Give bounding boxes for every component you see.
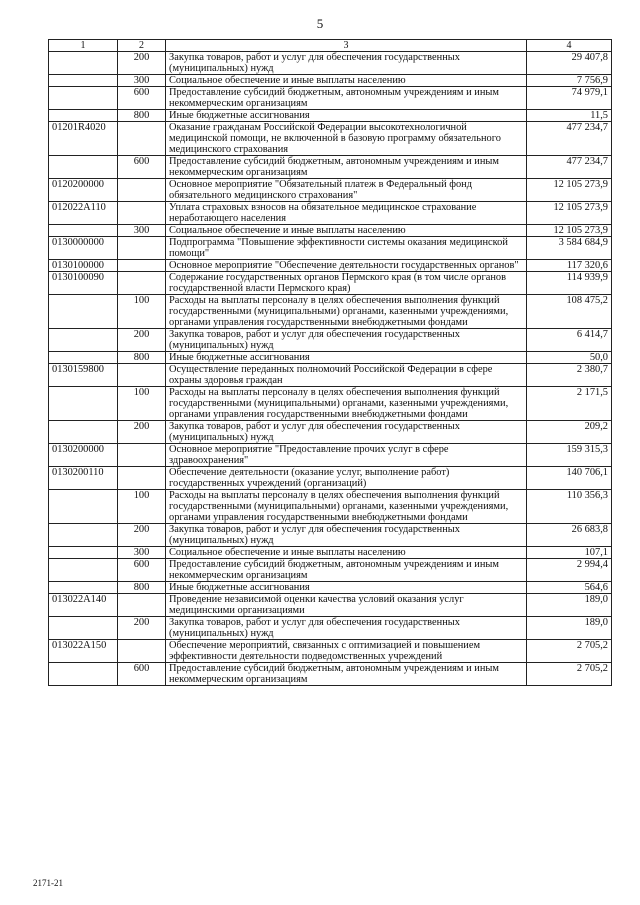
table-row	[49, 179, 612, 202]
table-row	[49, 156, 612, 179]
cell-description: Обеспечение деятельности (оказание услуг, выполнение работ) государственных учреждений (организаций)	[166, 467, 527, 490]
cell-target-code	[49, 559, 118, 582]
table-row	[49, 547, 612, 559]
cell-target-code: 0130100090	[49, 272, 118, 295]
cell-target-code: 0130159800	[49, 364, 118, 387]
page-number: 5	[316, 16, 324, 31]
cell-description: Предоставление субсидий бюджетным, автономным учреждениям и иным некоммерческим организациям	[166, 663, 527, 686]
cell-expense-type	[118, 237, 166, 260]
cell-expense-type: 200	[118, 52, 166, 75]
cell-amount: 564,6	[527, 582, 612, 594]
cell-description: Закупка товаров, работ и услуг для обеспечения государственных (муниципальных) нужд	[166, 329, 527, 352]
table-row	[49, 421, 612, 444]
cell-description: Основное мероприятие "Обязательный платеж в Федеральный фонд обязательного медицинского страхования"	[166, 179, 527, 202]
table-row	[49, 272, 612, 295]
cell-expense-type: 200	[118, 524, 166, 547]
cell-target-code: 0130200000	[49, 444, 118, 467]
cell-amount: 12 105 273,9	[527, 202, 612, 225]
cell-expense-type: 600	[118, 663, 166, 686]
cell-description: Закупка товаров, работ и услуг для обеспечения государственных (муниципальных) нужд	[166, 617, 527, 640]
cell-expense-type: 800	[118, 582, 166, 594]
cell-description: Закупка товаров, работ и услуг для обеспечения государственных (муниципальных) нужд	[166, 421, 527, 444]
table-row	[49, 295, 612, 329]
cell-amount: 189,0	[527, 594, 612, 617]
cell-expense-type	[118, 364, 166, 387]
cell-amount: 159 315,3	[527, 444, 612, 467]
table-row	[49, 617, 612, 640]
cell-amount: 12 105 273,9	[527, 179, 612, 202]
cell-amount: 7 756,9	[527, 75, 612, 87]
cell-expense-type: 600	[118, 87, 166, 110]
cell-description: Уплата страховых взносов на обязательное медицинское страхование неработающего населения	[166, 202, 527, 225]
table-row	[49, 490, 612, 524]
table-row	[49, 87, 612, 110]
cell-description: Социальное обеспечение и иные выплаты населению	[166, 225, 527, 237]
cell-target-code: 0130000000	[49, 237, 118, 260]
cell-description: Социальное обеспечение и иные выплаты населению	[166, 75, 527, 87]
cell-amount: 11,5	[527, 110, 612, 122]
table-row	[49, 640, 612, 663]
cell-amount: 189,0	[527, 617, 612, 640]
cell-amount: 6 414,7	[527, 329, 612, 352]
cell-amount: 12 105 273,9	[527, 225, 612, 237]
cell-amount: 117 320,6	[527, 260, 612, 272]
cell-target-code	[49, 75, 118, 87]
table-row	[49, 524, 612, 547]
cell-description: Иные бюджетные ассигнования	[166, 110, 527, 122]
cell-target-code: 0130100000	[49, 260, 118, 272]
cell-expense-type: 300	[118, 75, 166, 87]
cell-description: Закупка товаров, работ и услуг для обеспечения государственных (муниципальных) нужд	[166, 524, 527, 547]
document-code: 2171-21	[33, 878, 63, 888]
cell-description: Осуществление переданных полномочий Российской Федерации в сфере охраны здоровья граждан	[166, 364, 527, 387]
cell-target-code	[49, 295, 118, 329]
cell-expense-type	[118, 640, 166, 663]
table-row	[49, 122, 612, 156]
cell-amount: 108 475,2	[527, 295, 612, 329]
cell-target-code: 012022А110	[49, 202, 118, 225]
cell-amount: 2 705,2	[527, 663, 612, 686]
table-row	[49, 75, 612, 87]
table-row	[49, 559, 612, 582]
cell-expense-type	[118, 594, 166, 617]
table-row	[49, 352, 612, 364]
budget-table	[48, 39, 612, 686]
cell-target-code: 0130200110	[49, 467, 118, 490]
cell-target-code	[49, 524, 118, 547]
cell-target-code	[49, 387, 118, 421]
cell-description: Иные бюджетные ассигнования	[166, 352, 527, 364]
cell-amount: 29 407,8	[527, 52, 612, 75]
cell-target-code	[49, 329, 118, 352]
cell-expense-type	[118, 260, 166, 272]
cell-target-code	[49, 225, 118, 237]
table-header-row	[49, 40, 612, 52]
cell-target-code	[49, 156, 118, 179]
cell-description: Предоставление субсидий бюджетным, автономным учреждениям и иным некоммерческим организациям	[166, 87, 527, 110]
cell-expense-type: 300	[118, 547, 166, 559]
table-row	[49, 260, 612, 272]
table-row	[49, 364, 612, 387]
cell-target-code: 0120200000	[49, 179, 118, 202]
cell-target-code	[49, 87, 118, 110]
table-row	[49, 663, 612, 686]
table-row	[49, 582, 612, 594]
cell-description: Расходы на выплаты персоналу в целях обеспечения выполнения функций государственными (муниципальными) органами, казенными учреждениями, органами управления государственными внебюджетными фондами	[166, 387, 527, 421]
cell-expense-type: 600	[118, 559, 166, 582]
cell-amount: 110 356,3	[527, 490, 612, 524]
cell-expense-type: 100	[118, 490, 166, 524]
cell-target-code	[49, 547, 118, 559]
cell-description: Предоставление субсидий бюджетным, автономным учреждениям и иным некоммерческим организациям	[166, 559, 527, 582]
cell-amount: 2 380,7	[527, 364, 612, 387]
cell-expense-type: 200	[118, 421, 166, 444]
cell-description: Предоставление субсидий бюджетным, автономным учреждениям и иным некоммерческим организациям	[166, 156, 527, 179]
cell-amount: 107,1	[527, 547, 612, 559]
cell-expense-type: 800	[118, 110, 166, 122]
header-col-3: 3	[166, 40, 527, 52]
cell-expense-type: 300	[118, 225, 166, 237]
cell-target-code: 013022А150	[49, 640, 118, 663]
cell-target-code	[49, 52, 118, 75]
cell-description: Иные бюджетные ассигнования	[166, 582, 527, 594]
table-body	[49, 52, 612, 686]
cell-amount: 477 234,7	[527, 122, 612, 156]
cell-amount: 74 979,1	[527, 87, 612, 110]
cell-description: Расходы на выплаты персоналу в целях обеспечения выполнения функций государственными (муниципальными) органами, казенными учреждениями, органами управления государственными внебюджетными фондами	[166, 490, 527, 524]
cell-expense-type: 800	[118, 352, 166, 364]
cell-amount: 26 683,8	[527, 524, 612, 547]
header-col-1: 1	[49, 40, 118, 52]
cell-target-code	[49, 663, 118, 686]
cell-description: Проведение независимой оценки качества условий оказания услуг медицинскими организациями	[166, 594, 527, 617]
cell-target-code	[49, 421, 118, 444]
table-row	[49, 387, 612, 421]
cell-description: Расходы на выплаты персоналу в целях обеспечения выполнения функций государственными (муниципальными) органами, казенными учреждениями, органами управления государственными внебюджетными фондами	[166, 295, 527, 329]
table-row	[49, 444, 612, 467]
cell-expense-type: 100	[118, 387, 166, 421]
table-row	[49, 110, 612, 122]
cell-expense-type: 100	[118, 295, 166, 329]
cell-target-code	[49, 110, 118, 122]
header-col-4: 4	[527, 40, 612, 52]
cell-amount: 2 994,4	[527, 559, 612, 582]
cell-amount: 2 705,2	[527, 640, 612, 663]
cell-amount: 50,0	[527, 352, 612, 364]
table-row	[49, 225, 612, 237]
cell-expense-type	[118, 467, 166, 490]
table-row	[49, 237, 612, 260]
header-col-2: 2	[118, 40, 166, 52]
cell-amount: 209,2	[527, 421, 612, 444]
table-row	[49, 594, 612, 617]
cell-expense-type	[118, 272, 166, 295]
cell-expense-type	[118, 179, 166, 202]
cell-description: Подпрограмма "Повышение эффективности системы оказания медицинской помощи"	[166, 237, 527, 260]
cell-description: Социальное обеспечение и иные выплаты населению	[166, 547, 527, 559]
table-row	[49, 467, 612, 490]
cell-description: Обеспечение мероприятий, связанных с оптимизацией и повышением эффективности деятельности подведомственных учреждений	[166, 640, 527, 663]
cell-description: Содержание государственных органов Пермского края (в том числе органов государственной власти Пермского края)	[166, 272, 527, 295]
cell-target-code	[49, 352, 118, 364]
cell-target-code	[49, 490, 118, 524]
cell-amount: 477 234,7	[527, 156, 612, 179]
cell-amount: 3 584 684,9	[527, 237, 612, 260]
cell-target-code: 013022А140	[49, 594, 118, 617]
table-row	[49, 52, 612, 75]
cell-expense-type: 200	[118, 617, 166, 640]
cell-description: Основное мероприятие "Предоставление прочих услуг в сфере здравоохранения"	[166, 444, 527, 467]
cell-expense-type: 200	[118, 329, 166, 352]
cell-amount: 114 939,9	[527, 272, 612, 295]
cell-expense-type	[118, 122, 166, 156]
table-row	[49, 329, 612, 352]
cell-description: Закупка товаров, работ и услуг для обеспечения государственных (муниципальных) нужд	[166, 52, 527, 75]
cell-amount: 2 171,5	[527, 387, 612, 421]
cell-expense-type	[118, 444, 166, 467]
cell-target-code	[49, 582, 118, 594]
cell-expense-type: 600	[118, 156, 166, 179]
cell-amount: 140 706,1	[527, 467, 612, 490]
cell-description: Основное мероприятие "Обеспечение деятельности государственных органов"	[166, 260, 527, 272]
cell-description: Оказание гражданам Российской Федерации высокотехнологичной медицинской помощи, не включенной в базовую программу обязательного медицинского страхования	[166, 122, 527, 156]
table-row	[49, 202, 612, 225]
cell-target-code: 01201R4020	[49, 122, 118, 156]
cell-expense-type	[118, 202, 166, 225]
cell-target-code	[49, 617, 118, 640]
